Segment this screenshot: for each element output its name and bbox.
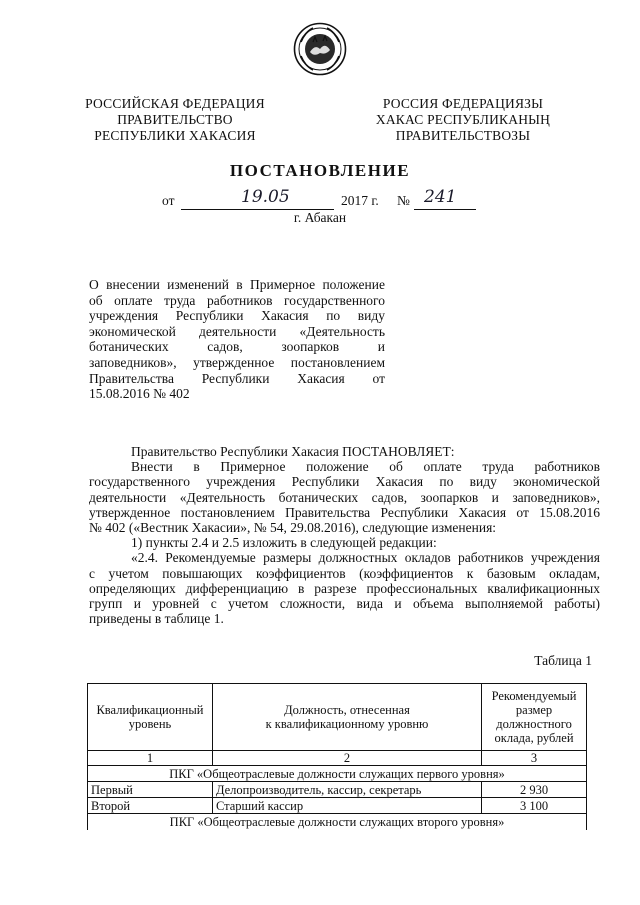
date-prefix: от	[162, 193, 175, 208]
year-label: 2017 г.	[341, 193, 379, 208]
table-cell-position: Старший кассир	[212, 798, 481, 814]
body-line: определяющих дифференциацию в разрезе профессиональных квалификационных	[89, 580, 600, 596]
body-line: № 402 («Вестник Хакасии», № 54, 29.08.2016), следующие изменения:	[89, 520, 497, 536]
header-right-line: РОССИЯ ФЕДЕРАЦИЯЗЫ	[382, 96, 544, 111]
salary-table	[87, 683, 587, 830]
table-header-cell: Рекомендуемый размер должностного оклада, рублей	[482, 684, 587, 751]
body-line: 1) пункты 2.4 и 2.5 изложить в следующей редакции:	[131, 535, 437, 551]
header-left	[80, 96, 270, 144]
header-left-line: РОССИЙСКАЯ ФЕДЕРАЦИЯ	[85, 96, 265, 111]
body-line: с учетом повышающих коэффициентов (коэффициентов к базовым окладам,	[89, 565, 600, 581]
handwritten-number: 241	[424, 187, 457, 207]
city-label: г. Абакан	[293, 210, 347, 225]
subject-line: экономической деятельности «Деятельность	[89, 323, 385, 339]
group-row: ПКГ «Общеотраслевые должности служащих второго уровня»	[88, 814, 587, 830]
subject-line: О внесении изменений в Примерное положение	[89, 277, 385, 292]
table-cell-salary: 2 930	[482, 782, 587, 798]
header-right-line: ХАКАС РЕСПУБЛИКАНЫҢ	[375, 112, 551, 127]
table-cell-position: Делопроизводитель, кассир, секретарь	[212, 782, 481, 798]
header-left-line: ПРАВИТЕЛЬСТВО	[117, 112, 233, 127]
column-number: 3	[482, 751, 587, 766]
body-line: приведены в таблице 1.	[89, 611, 224, 627]
subject-line: об оплате труда работников государственного	[89, 292, 385, 308]
column-number: 2	[212, 751, 481, 766]
subject-line: учреждения Республики Хакасия по виду	[89, 308, 385, 324]
subject-line: 15.08.2016 № 402	[89, 386, 190, 402]
subject-line: заповедников», утвержденное постановлением	[89, 354, 385, 370]
column-number: 1	[88, 751, 213, 766]
subject-block	[89, 277, 385, 402]
body-line: Внести в Примерное положение об оплате труда работников	[131, 459, 600, 475]
body-line: Правительство Республики Хакасия ПОСТАНОВЛЯЕТ:	[131, 444, 455, 459]
group-row: ПКГ «Общеотраслевые должности служащих первого уровня»	[88, 766, 587, 782]
document-title: ПОСТАНОВЛЕНИЕ	[229, 161, 411, 180]
number-sign: №	[397, 193, 410, 208]
handwritten-date: 19.05	[241, 187, 290, 207]
header-right	[366, 96, 560, 144]
subject-line: ботанических садов, зоопарков и	[89, 339, 385, 355]
table-cell-salary: 3 100	[482, 798, 587, 814]
table-cell-level: Первый	[88, 782, 213, 798]
body-line: государственного учреждения Республики Хакасия по виду экономической	[89, 474, 600, 490]
body-line: групп и уровней с учетом сложности, вида и объема выполняемой работы)	[89, 596, 600, 612]
body-text	[89, 444, 600, 626]
subject-line: Правительства Республики Хакасия от	[89, 370, 385, 386]
khakassia-emblem-icon	[293, 22, 347, 76]
table-cell-level: Второй	[88, 798, 213, 814]
table-header-cell: Квалификационный уровень	[88, 684, 213, 751]
table-header-cell: Должность, отнесенная к квалификационному уровню	[212, 684, 481, 751]
table-caption: Таблица 1	[534, 653, 592, 668]
body-line: утвержденное постановлением Правительства Республики Хакасия от 15.08.2016	[89, 504, 600, 520]
body-line: «2.4. Рекомендуемые размеры должностных окладов работников учреждения	[131, 550, 600, 566]
header-left-line: РЕСПУБЛИКИ ХАКАСИЯ	[94, 128, 256, 143]
body-line: деятельности «Деятельность ботанических садов, зоопарков и заповедников»,	[89, 489, 600, 505]
header-right-line: ПРАВИТЕЛЬСТВОЗЫ	[395, 128, 531, 143]
